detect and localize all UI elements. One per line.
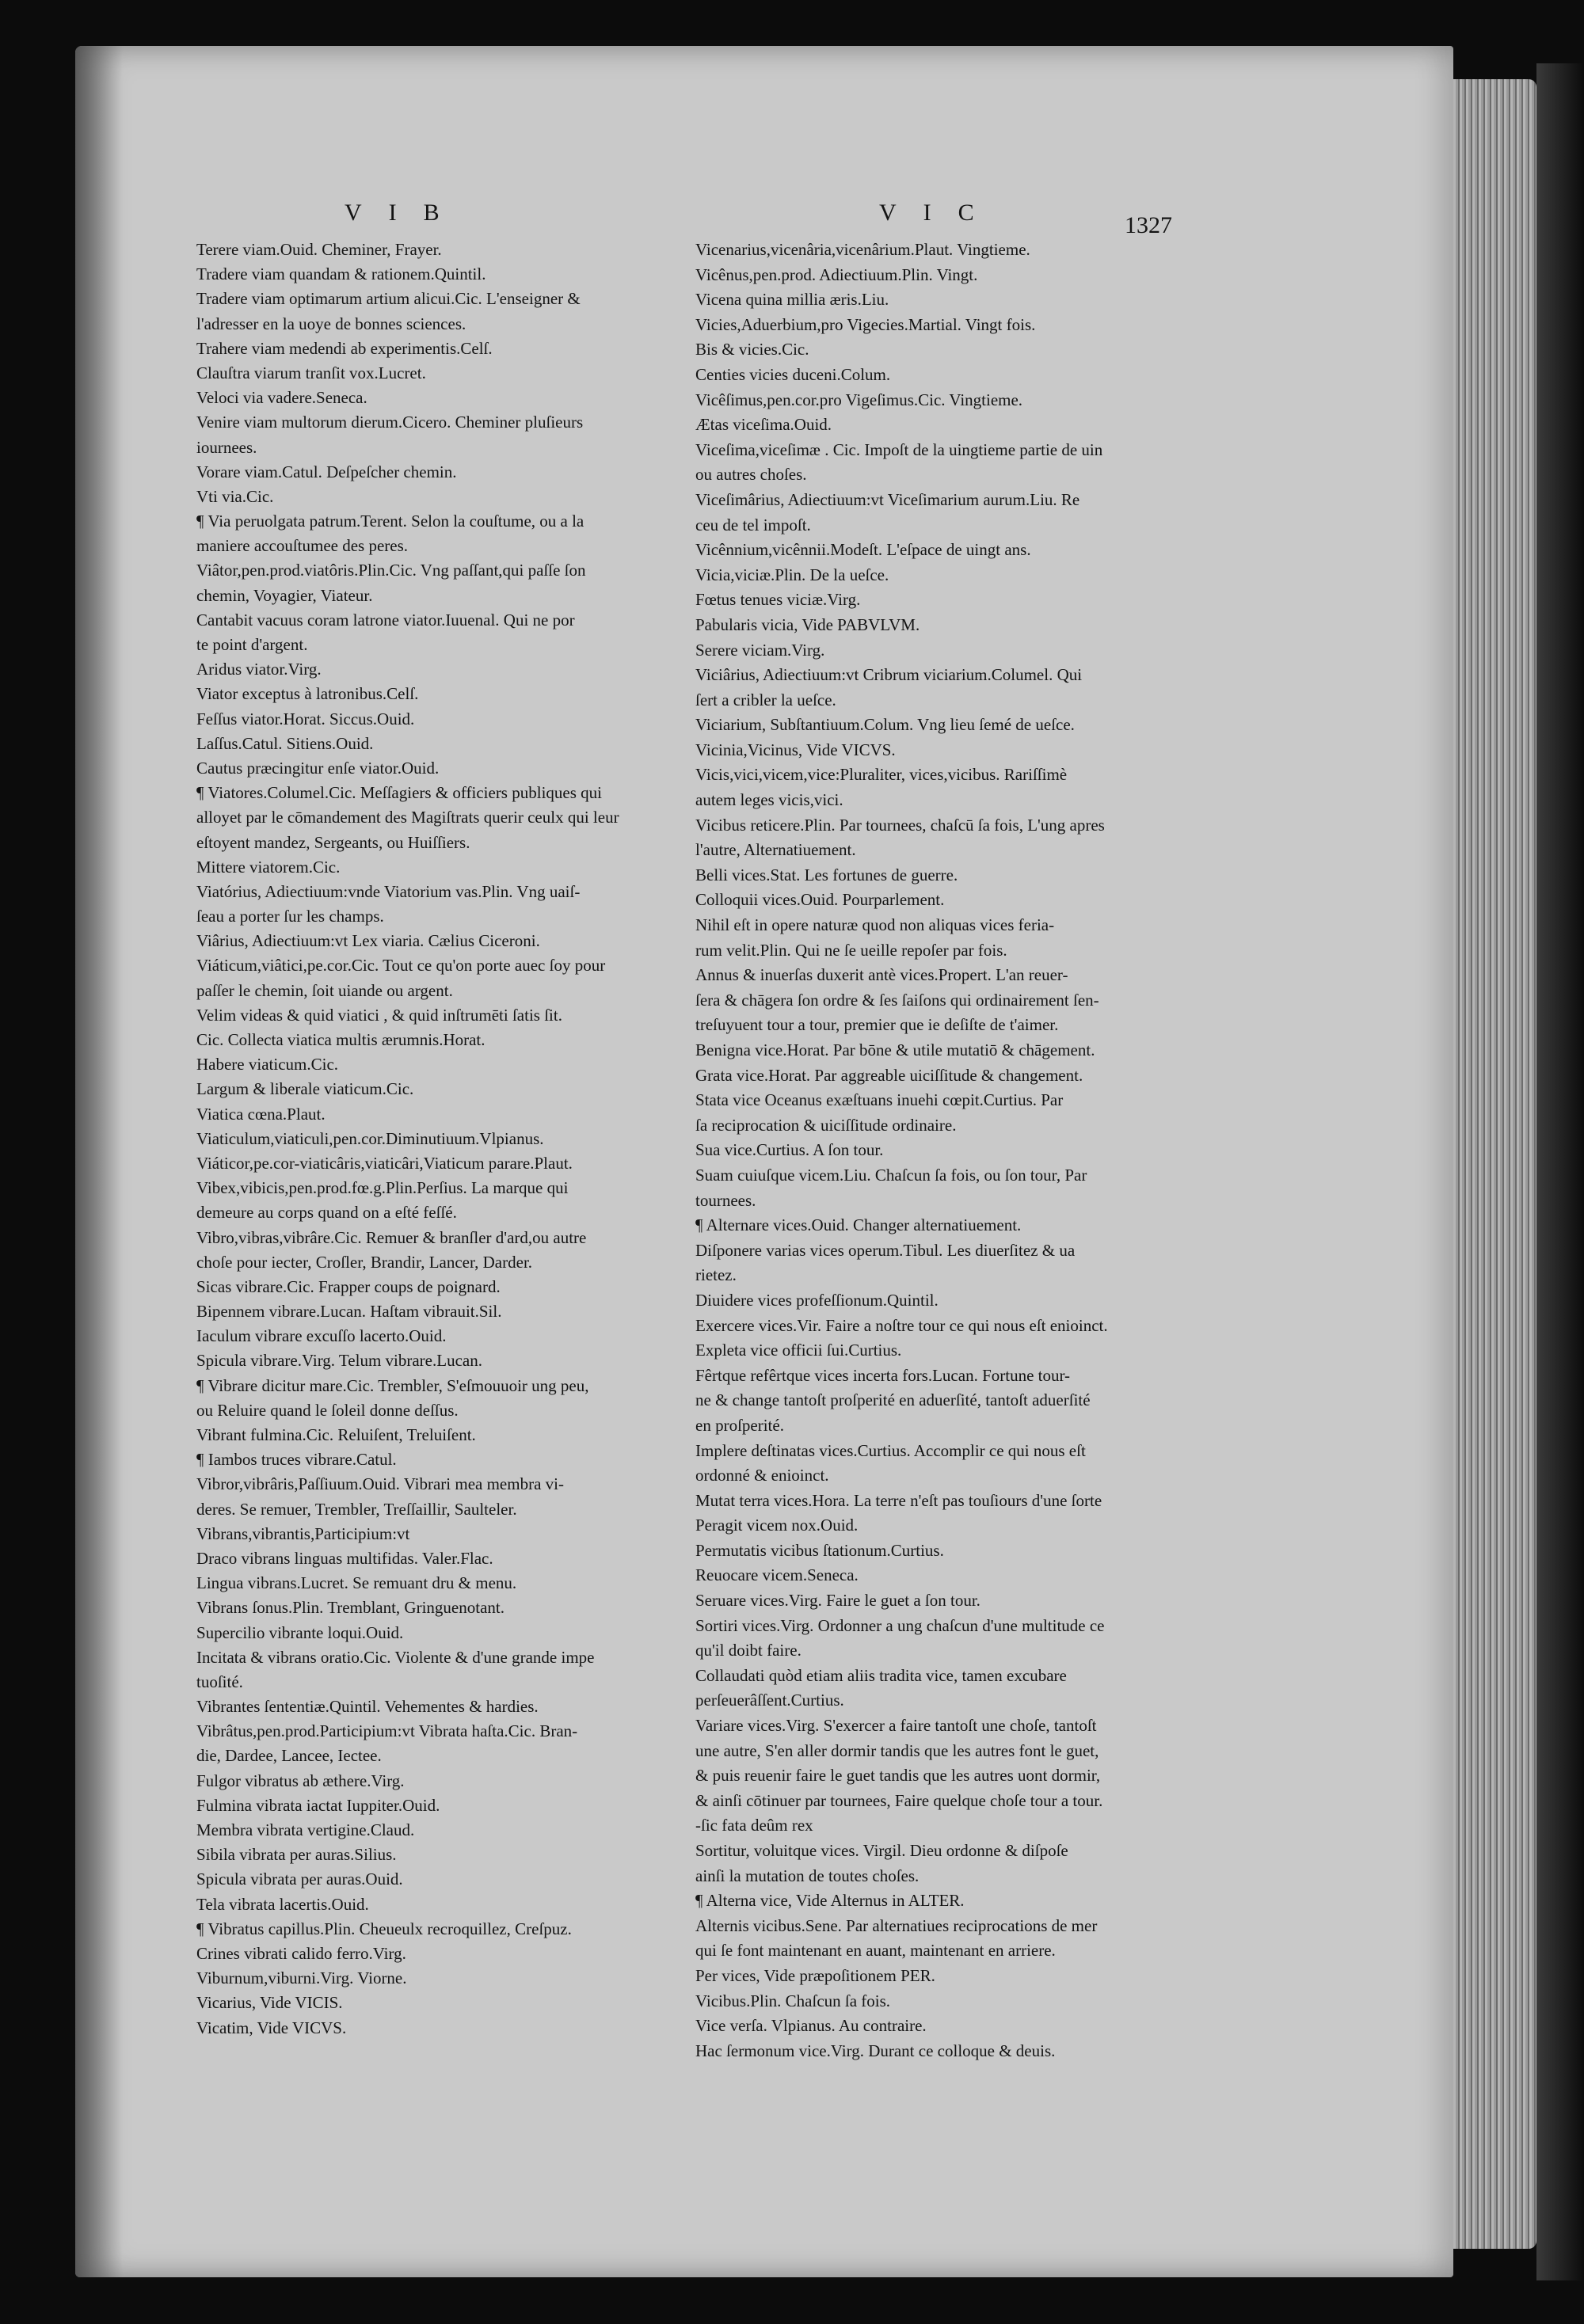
entry-line: iournees. — [196, 437, 257, 457]
entry-line: Vicibus.Plin. Chaſcun ſa fois. — [695, 1991, 891, 2010]
entry-line: Trahere viam medendi ab experimentis.Celſ. — [196, 338, 493, 358]
entry-line: Incitata & vibrans oratio.Cic. Violente & d'une grande impe — [196, 1647, 595, 1667]
entry-line: tournees. — [695, 1190, 756, 1210]
entry-line: Fêrtque refêrtque vices incerta fors.Lucan. Fortune tour- — [695, 1365, 1071, 1385]
entry-line: Suam cuiuſque vicem.Liu. Chaſcun ſa fois, ou ſon tour, Par — [695, 1165, 1087, 1185]
entry-line: Sortitur, voluitque vices. Virgil. Dieu ordonne & diſpoſe — [695, 1841, 1068, 1860]
entry-line: Vicena quina millia æris.Liu. — [695, 290, 889, 310]
entry-line: autem leges vicis,vici. — [695, 790, 843, 810]
entry-line: alloyet par le cōmandement des Magiſtrats querir ceulx qui leur — [196, 808, 619, 827]
entry-line: Draco vibrans linguas multifidas. Valer.Flac. — [196, 1548, 493, 1568]
entry-line: Membra vibrata vertigine.Claud. — [196, 1820, 415, 1839]
entry-line: Viceſima,viceſimæ . Cic. Impoſt de la uingtieme partie de uin — [695, 439, 1103, 459]
entry-line: Fulgor vibratus ab æthere.Virg. — [196, 1771, 405, 1790]
entry-line: Vicies,Aduerbium,pro Vigecies.Martial. Vingt fois. — [695, 314, 1036, 334]
entry-line: Vicia,viciæ.Plin. De la ueſce. — [695, 565, 889, 584]
entry-line: ¶ Vibrare dicitur mare.Cic. Trembler, S'eſmouuoir ung peu, — [196, 1375, 589, 1395]
entry-line: Habere viaticum.Cic. — [196, 1055, 339, 1075]
entry-line: ainſi la mutation de toutes choſes. — [695, 1866, 920, 1885]
entry-line: ſeau a porter ſur les champs. — [196, 907, 384, 926]
entry-line: Ætas viceſima.Ouid. — [695, 415, 832, 435]
entry-line: Sua vice.Curtius. A ſon tour. — [695, 1140, 884, 1160]
entry-line: ¶ Via peruolgata patrum.Terent. Selon la couſtume, ou a la — [196, 512, 584, 531]
entry-line: Tela vibrata lacertis.Ouid. — [196, 1894, 369, 1914]
entry-line: Peragit vicem nox.Ouid. — [695, 1516, 859, 1535]
entry-line: maniere accouſtumee des peres. — [196, 536, 409, 556]
entry-line: Sortiri vices.Virg. Ordonner a ung chaſcun d'une multitude ce — [695, 1615, 1105, 1635]
entry-line: Aridus viator.Virg. — [196, 660, 322, 679]
entry-line: Vorare viam.Catul. Deſpeſcher chemin. — [196, 462, 457, 481]
entry-line: Vibrans,vibrantis,Participium:vt — [196, 1523, 410, 1543]
entry-line: ¶ Viatores.Columel.Cic. Meſſagiers & officiers publiques qui — [196, 783, 602, 803]
entry-line: rietez. — [695, 1265, 737, 1285]
entry-line: chemin, Voyagier, Viateur. — [196, 585, 373, 605]
entry-line: Vibrâtus,pen.prod.Participium:vt Vibrata haſta.Cic. Bran- — [196, 1721, 578, 1741]
running-head-left: VIB — [345, 200, 466, 226]
entry-line: Vicarius, Vide VICIS. — [196, 1993, 343, 2013]
entry-line: Viáticum,viâtici,pe.cor.Cic. Tout ce qu'on porte auec ſoy pour — [196, 956, 606, 976]
entry-line: Spicula vibrata per auras.Ouid. — [196, 1869, 403, 1889]
entry-line: Vibror,vibrâris,Paſſiuum.Ouid. Vibrari mea membra vi- — [196, 1474, 564, 1494]
entry-line: Permutatis vicibus ſtationum.Curtius. — [695, 1540, 944, 1560]
entry-line: rum velit.Plin. Qui ne ſe ueille repoſer par fois. — [695, 940, 1007, 960]
entry-line: Vicênnium,vicênnii.Modeſt. L'eſpace de uingt ans. — [695, 540, 1031, 560]
entry-line: Stata vice Oceanus exæſtuans inuehi cœpit.Curtius. Par — [695, 1090, 1064, 1110]
entry-line: ne & change tantoſt proſperité en aduerſité, tantoſt aduerſité — [695, 1390, 1091, 1410]
entry-line: Exercere vices.Vir. Faire a noſtre tour ce qui nous eſt enioinct. — [695, 1315, 1108, 1335]
entry-line: Pabularis vicia, Vide PABVLVM. — [695, 614, 920, 634]
entry-line: Tradere viam quandam & rationem.Quintil. — [196, 264, 486, 284]
left-column — [196, 238, 672, 2041]
edge-shadow — [1536, 63, 1584, 2280]
entry-line: -ſic fata deûm rex — [695, 1816, 813, 1835]
entry-line: Mutat terra vices.Hora. La terre n'eſt pas touſiours d'une ſorte — [695, 1490, 1102, 1510]
entry-line: Variare vices.Virg. S'exercer a faire tantoſt une choſe, tantoſt — [695, 1716, 1097, 1736]
entry-line: Nihil eſt in opere naturæ quod non aliquas vices feria- — [695, 915, 1055, 935]
entry-line: qui ſe font maintenant en auant, maintenant en arriere. — [695, 1941, 1056, 1961]
entry-line: Crines vibrati calido ferro.Virg. — [196, 1943, 406, 1963]
entry-line: Veloci via vadere.Seneca. — [196, 388, 367, 408]
entry-line: Vicatim, Vide VICVS. — [196, 2018, 347, 2037]
entry-line: Viatica cœna.Plaut. — [196, 1104, 326, 1124]
entry-line: paſſer le chemin, ſoit uiande ou argent. — [196, 980, 453, 1000]
entry-line: Cautus præcingitur enſe viator.Ouid. — [196, 758, 440, 778]
entry-line: Bipennem vibrare.Lucan. Haſtam vibrauit.Sil. — [196, 1302, 502, 1322]
entry-line: Feſſus viator.Horat. Siccus.Ouid. — [196, 709, 415, 728]
entry-line: Tradere viam optimarum artium alicui.Cic. L'enseigner & — [196, 289, 581, 309]
entry-line: eſtoyent mandez, Sergeants, ou Huiſſiers. — [196, 832, 470, 852]
entry-line: Viburnum,viburni.Virg. Viorne. — [196, 1968, 407, 1988]
entry-line: Cantabit vacuus coram latrone viator.Iuuenal. Qui ne por — [196, 610, 575, 629]
entry-line: Viatórius, Adiectiuum:vnde Viatorium vas.Plin. Vng uaiſ- — [196, 881, 581, 901]
entry-line: Vicenarius,vicenâria,vicenârium.Plaut. Vingtieme. — [695, 240, 1030, 259]
entry-line: Viator exceptus à latronibus.Celſ. — [196, 684, 419, 704]
entry-line: Vicêſimus,pen.cor.pro Vigeſimus.Cic. Vingtieme. — [695, 390, 1023, 409]
entry-line: Collaudati quòd etiam aliis tradita vice, tamen excubare — [695, 1665, 1067, 1685]
entry-line: l'adresser en la uoye de bonnes sciences. — [196, 314, 466, 333]
entry-line: Seruare vices.Virg. Faire le guet a ſon tour. — [695, 1591, 980, 1611]
entry-line: Viceſimârius, Adiectiuum:vt Viceſimarium aurum.Liu. Re — [695, 489, 1080, 509]
entry-line: ou Reluire quand le ſoleil donne deſſus. — [196, 1400, 459, 1420]
entry-line: ¶ Alterna vice, Vide Alternus in ALTER. — [695, 1891, 965, 1911]
entry-line: Bis & vicies.Cic. — [695, 340, 809, 359]
entry-line: choſe pour iecter, Croſler, Brandir, Lancer, Darder. — [196, 1252, 533, 1272]
entry-line: Viaticulum,viaticuli,pen.cor.Diminutiuum.Vlpianus. — [196, 1128, 544, 1148]
entry-line: Sibila vibrata per auras.Silius. — [196, 1845, 397, 1865]
entry-line: & ainſi cōtinuer par tournees, Faire quelque choſe tour a tour. — [695, 1790, 1103, 1810]
entry-line: Cic. Collecta viatica multis ærumnis.Horat. — [196, 1030, 485, 1049]
entry-line: Annus & inuerſas duxerit antè vices.Propert. L'an reuer- — [695, 965, 1068, 985]
running-head-right: VIC — [879, 200, 1001, 226]
entry-line: ou autres choſes. — [695, 465, 807, 485]
entry-line: Fulmina vibrata iactat Iuppiter.Ouid. — [196, 1795, 440, 1815]
entry-line: perſeuerâſſent.Curtius. — [695, 1691, 844, 1710]
entry-line: ordonné & enioinct. — [695, 1466, 829, 1485]
entry-line: Viáticor,pe.cor-viaticâris,viaticâri,Viaticum parare.Plaut. — [196, 1153, 573, 1173]
entry-line: ¶ Alternare vices.Ouid. Changer alternatiuement. — [695, 1215, 1022, 1235]
entry-line: Vicinia,Vicinus, Vide VICVS. — [695, 740, 896, 759]
entry-line: Largum & liberale viaticum.Cic. — [196, 1079, 414, 1099]
entry-line: Lingua vibrans.Lucret. Se remuant dru & menu. — [196, 1573, 517, 1593]
entry-line: Vicis,vici,vicem,vice:Pluraliter, vices,vicibus. Rariſſimè — [695, 765, 1068, 785]
entry-line: Colloquii vices.Ouid. Pourparlement. — [695, 890, 945, 910]
entry-line: demeure au corps quand on a eſté feſſé. — [196, 1203, 457, 1223]
entry-line: ſera & chāgera ſon ordre & ſes ſaiſons qui ordinairement ſen- — [695, 990, 1099, 1010]
entry-line: Alternis vicibus.Sene. Par alternatiues reciprocations de mer — [695, 1915, 1098, 1935]
entry-line: Benigna vice.Horat. Par bōne & utile mutatiō & chāgement. — [695, 1040, 1095, 1059]
entry-line: Viâtor,pen.prod.viatôris.Plin.Cic. Vng paſſant,qui paſſe ſon — [196, 561, 586, 580]
entry-line: Vicibus reticere.Plin. Par tournees, chaſcū ſa fois, L'ung apres — [695, 815, 1105, 835]
entry-line: Supercilio vibrante loqui.Ouid. — [196, 1622, 404, 1642]
entry-line: Hac ſermonum vice.Virg. Durant ce colloque & deuis. — [695, 2041, 1056, 2060]
entry-line: treſuyuent tour a tour, premier que ie deſiſte de t'aimer. — [695, 1015, 1059, 1035]
entry-line: Vibrant fulmina.Cic. Reluiſent, Treluiſent. — [196, 1425, 476, 1444]
entry-line: qu'il doibt faire. — [695, 1641, 802, 1660]
entry-line: Vibex,vibicis,pen.prod.fœ.g.Plin.Perſius. La marque qui — [196, 1178, 569, 1198]
entry-line: Spicula vibrare.Virg. Telum vibrare.Lucan. — [196, 1351, 482, 1371]
entry-line: Clauſtra viarum tranſit vox.Lucret. — [196, 363, 426, 382]
entry-line: ¶ Vibratus capillus.Plin. Cheueulx recroquillez, Creſpuz. — [196, 1919, 572, 1938]
entry-line: & puis reuenir faire le guet tandis que les autres uont dormir, — [695, 1766, 1101, 1786]
entry-line: Grata vice.Horat. Par aggreable uiciſſitude & changement. — [695, 1065, 1083, 1085]
entry-line: Viciarium, Subſtantiuum.Colum. Vng lieu ſemé de ueſce. — [695, 715, 1075, 735]
entry-line: Vibrans ſonus.Plin. Tremblant, Gringuenotant. — [196, 1598, 505, 1618]
entry-line: Vibrantes ſententiæ.Quintil. Vehementes & hardies. — [196, 1697, 539, 1717]
entry-line: une autre, S'en aller dormir tandis que les autres font le guet, — [695, 1740, 1099, 1760]
entry-line: Velim videas & quid viatici , & quid inſtrumēti ſatis ſit. — [196, 1005, 562, 1025]
entry-line: Vicênus,pen.prod. Adiectiuum.Plin. Vingt. — [695, 264, 978, 284]
entry-line: ſa reciprocation & uiciſſitude ordinaire. — [695, 1115, 957, 1135]
entry-line: Diſponere varias vices operum.Tibul. Les diuerſitez & ua — [695, 1240, 1076, 1260]
entry-line: l'autre, Alternatiuement. — [695, 840, 856, 860]
entry-line: en proſperité. — [695, 1415, 784, 1435]
entry-line: Fœtus tenues viciæ.Virg. — [695, 590, 861, 610]
entry-line: Diuidere vices profeſſionum.Quintil. — [695, 1290, 939, 1310]
entry-line: Serere viciam.Virg. — [695, 640, 825, 660]
entry-line: ceu de tel impoſt. — [695, 515, 811, 534]
entry-line: Terere viam.Ouid. Cheminer, Frayer. — [196, 240, 442, 259]
entry-line: tuoſité. — [196, 1672, 243, 1691]
entry-line: ſert a cribler la ueſce. — [695, 690, 836, 709]
entry-line: Viârius, Adiectiuum:vt Lex viaria. Cælius Ciceroni. — [196, 931, 540, 951]
entry-line: Sicas vibrare.Cic. Frapper coups de poignard. — [196, 1276, 501, 1296]
entry-line: Implere deſtinatas vices.Curtius. Accomplir ce qui nous eſt — [695, 1440, 1086, 1460]
entry-line: Vice verſa. Vlpianus. Au contraire. — [695, 2016, 927, 2036]
right-column — [695, 238, 1202, 2063]
entry-line: Expleta vice officii ſui.Curtius. — [695, 1341, 902, 1360]
entry-line: Per vices, Vide præpoſitionem PER. — [695, 1965, 935, 1985]
entry-line: Belli vices.Stat. Les fortunes de guerre. — [695, 865, 958, 884]
entry-line: Mittere viatorem.Cic. — [196, 857, 341, 877]
entry-line: die, Dardee, Lancee, Iectee. — [196, 1746, 382, 1766]
entry-line: Venire viam multorum dierum.Cicero. Cheminer pluſieurs — [196, 413, 584, 432]
entry-line: Vibro,vibras,vibrâre.Cic. Remuer & branſler d'ard,ou autre — [196, 1227, 587, 1247]
page-number: 1327 — [1125, 212, 1172, 238]
entry-line: te point d'argent. — [196, 635, 308, 654]
entry-line: Centies vicies duceni.Colum. — [695, 364, 891, 384]
entry-line: Reuocare vicem.Seneca. — [695, 1565, 859, 1585]
entry-line: Vti via.Cic. — [196, 486, 274, 506]
entry-line: Viciârius, Adiectiuum:vt Cribrum viciarium.Columel. Qui — [695, 665, 1083, 685]
entry-line: ¶ Iambos truces vibrare.Catul. — [196, 1450, 397, 1470]
entry-line: Iaculum vibrare excuſſo lacerto.Ouid. — [196, 1326, 447, 1346]
entry-line: deres. Se remuer, Trembler, Treſſaillir, Saulteler. — [196, 1499, 517, 1519]
entry-line: Laſſus.Catul. Sitiens.Ouid. — [196, 733, 374, 753]
